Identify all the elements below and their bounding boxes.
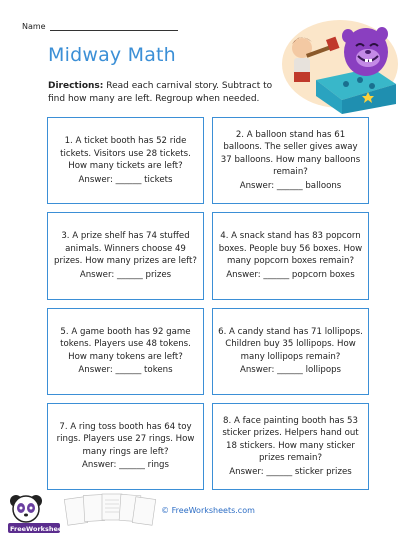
problem-card-6 <box>212 308 369 395</box>
problem-8-text: 8. A face painting booth has 53 sticker prizes. Helpers hand out 18 stickers. How many sticker prizes remain? <box>222 415 359 464</box>
problem-3-text: 3. A prize shelf has 74 stuffed animals. Winners choose 49 prizes. How many prizes are left? <box>54 231 197 267</box>
problem-4-answer: Answer: ______ popcorn boxes <box>226 269 355 280</box>
footer-copyright[interactable]: © FreeWorksheets.com <box>161 506 255 515</box>
problem-7-text: 7. A ring toss booth has 64 toy rings. Players use 27 rings. How many rings are left? <box>56 421 195 457</box>
problem-5-answer: Answer: ______ tokens <box>78 365 173 376</box>
problem-grid <box>47 117 369 490</box>
directions-text: Read each carnival story. Subtract to find how many are left. Regroup when needed. <box>48 81 273 104</box>
worksheet-title: Midway Math <box>48 44 176 66</box>
problem-4-text: 4. A snack stand has 83 popcorn boxes. People buy 56 boxes. How many popcorn boxes remain? <box>218 231 363 267</box>
carnival-game-illustration <box>272 14 400 114</box>
problem-8-answer: Answer: ______ sticker prizes <box>229 466 352 477</box>
problem-card-7 <box>47 403 204 490</box>
problem-5-text: 5. A game booth has 92 game tokens. Players use 48 tokens. How many tokens are left? <box>60 326 191 362</box>
problem-7-answer: Answer: ______ rings <box>82 460 169 471</box>
problem-card-8 <box>212 403 369 490</box>
problem-card-1 <box>47 117 204 204</box>
name-label: Name <box>22 22 46 31</box>
problem-1-answer: Answer: ______ tickets <box>78 174 173 185</box>
problem-2-text: 2. A balloon stand has 61 balloons. The seller gives away 37 balloons. How many balloons remain? <box>220 129 361 178</box>
problem-3-answer: Answer: ______ prizes <box>79 269 172 280</box>
problem-card-2 <box>212 117 369 204</box>
problem-2-answer: Answer: ______ balloons <box>239 180 342 191</box>
name-line[interactable] <box>50 22 178 31</box>
directions-label: Directions: <box>48 81 104 91</box>
problem-card-3 <box>47 212 204 299</box>
problem-card-4 <box>212 212 369 299</box>
problem-card-5 <box>47 308 204 395</box>
problem-6-answer: Answer: ______ lollipops <box>239 365 342 376</box>
directions <box>48 80 280 106</box>
name-field-row <box>22 22 178 31</box>
svg-text:FreeWorksheets: FreeWorksheets <box>10 525 70 533</box>
problem-6-text: 6. A candy stand has 71 lollipops. Children buy 35 lollipops. How many lollipops remain? <box>218 326 363 362</box>
problem-1-text: 1. A ticket booth has 52 ride tickets. Visitors use 28 tickets. How many tickets are left? <box>60 136 191 172</box>
